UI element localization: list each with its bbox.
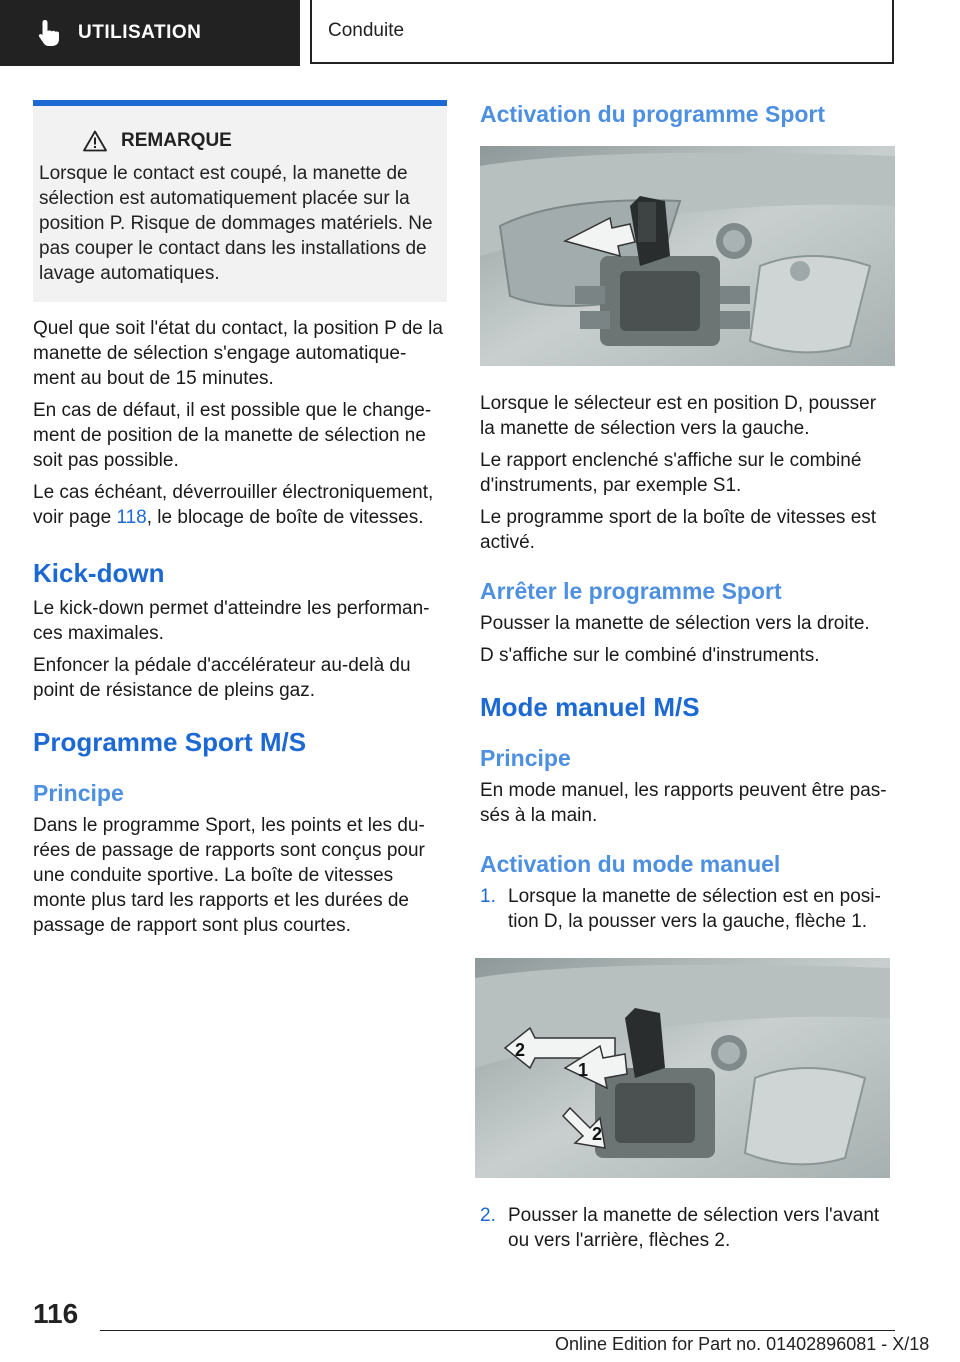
section-tab xyxy=(0,0,300,66)
subheading-stop-sport: Arrêter le programme Sport xyxy=(480,578,782,604)
step-item xyxy=(480,884,895,934)
arrow-label: 2 xyxy=(592,1124,603,1144)
gear-selector-arrows-photo xyxy=(475,958,890,1178)
paragraph: Quel que soit l'état du contact, la position P de la manette de sélection s'engage automatique-ment au bout de 15 minutes. xyxy=(33,318,443,389)
edition-text: Online Edition for Part no. 01402896081 - X/18 xyxy=(555,1334,930,1354)
heading-manual-mode: Mode manuel M/S xyxy=(480,692,700,722)
note-text: Lorsque le contact est coupé, la manette de sélection est automatiquement placée sur la position P. Risque de dommages matériels. Ne pas couper le contact dans les installations de lavage automatiques. xyxy=(39,163,433,284)
paragraph: En mode manuel, les rapports peuvent être pas-sés à la main. xyxy=(480,780,887,826)
section-title: UTILISATION xyxy=(78,22,202,43)
paragraph: En cas de défaut, il est possible que le change-ment de position de la manette de sélection ne soit pas possible. xyxy=(33,400,432,471)
steps-list xyxy=(480,1203,895,1253)
steps-list xyxy=(480,884,895,934)
chapter-box xyxy=(310,0,894,64)
subheading-activation-manual: Activation du mode manuel xyxy=(480,851,781,877)
heading-kickdown: Kick-down xyxy=(33,558,165,588)
paragraph: Dans le programme Sport, les points et les du-rées de passage de rapports sont conçus pour une conduite sportive. La boîte de vitesses monte plus tard les rapports et les durées de passage de rapport sont plus courtes. xyxy=(33,815,425,936)
note-title: REMARQUE xyxy=(121,130,232,151)
step-number: 1. xyxy=(480,886,496,907)
paragraph: D s'affiche sur le combiné d'instruments. xyxy=(480,645,820,666)
paragraph: Lorsque le sélecteur est en position D, pousser la manette de sélection vers la gauche. xyxy=(480,393,877,439)
text: , le blocage de boîte de vitesses. xyxy=(146,507,424,528)
step-text: Pousser la manette de sélection vers l'avant ou vers l'arrière, flèches 2. xyxy=(508,1205,880,1251)
hand-pointer-icon xyxy=(38,19,60,47)
arrow-label: 2 xyxy=(515,1040,526,1060)
step-text: Lorsque la manette de sélection est en posi-tion D, la pousser vers la gauche, flèche 1. xyxy=(508,886,881,932)
left-column xyxy=(33,100,447,945)
text: Le cas échéant, déverrouiller électroniquement, voir page xyxy=(33,482,434,528)
step-number: 2. xyxy=(480,1205,496,1226)
gear-selector-photo xyxy=(480,146,895,366)
subheading-principle: Principe xyxy=(480,745,571,771)
warning-note xyxy=(33,100,447,302)
warning-triangle-icon xyxy=(83,130,107,152)
arrow-label: 1 xyxy=(578,1060,589,1080)
right-column xyxy=(480,100,895,1259)
paragraph: Le rapport enclenché s'affiche sur le combiné d'instruments, par exemple S1. xyxy=(480,450,862,496)
chapter-title: Conduite xyxy=(328,20,405,41)
page-number: 116 xyxy=(33,1298,79,1329)
subheading-principle: Principe xyxy=(33,780,124,806)
note-header xyxy=(39,128,439,153)
paragraph-with-link xyxy=(33,480,447,530)
step-item xyxy=(480,1203,895,1253)
heading-sport-program: Programme Sport M/S xyxy=(33,727,307,757)
paragraph: Le kick-down permet d'atteindre les performan-ces maximales. xyxy=(33,598,430,644)
subheading-activation-sport: Activation du programme Sport xyxy=(480,101,826,127)
paragraph: Le programme sport de la boîte de vitesses est activé. xyxy=(480,507,877,553)
paragraph: Enfoncer la pédale d'accélérateur au-delà du point de résistance de pleins gaz. xyxy=(33,655,411,701)
paragraph: Pousser la manette de sélection vers la droite. xyxy=(480,613,870,634)
footer-divider xyxy=(100,1330,895,1331)
page-link[interactable]: 118 xyxy=(116,507,147,528)
